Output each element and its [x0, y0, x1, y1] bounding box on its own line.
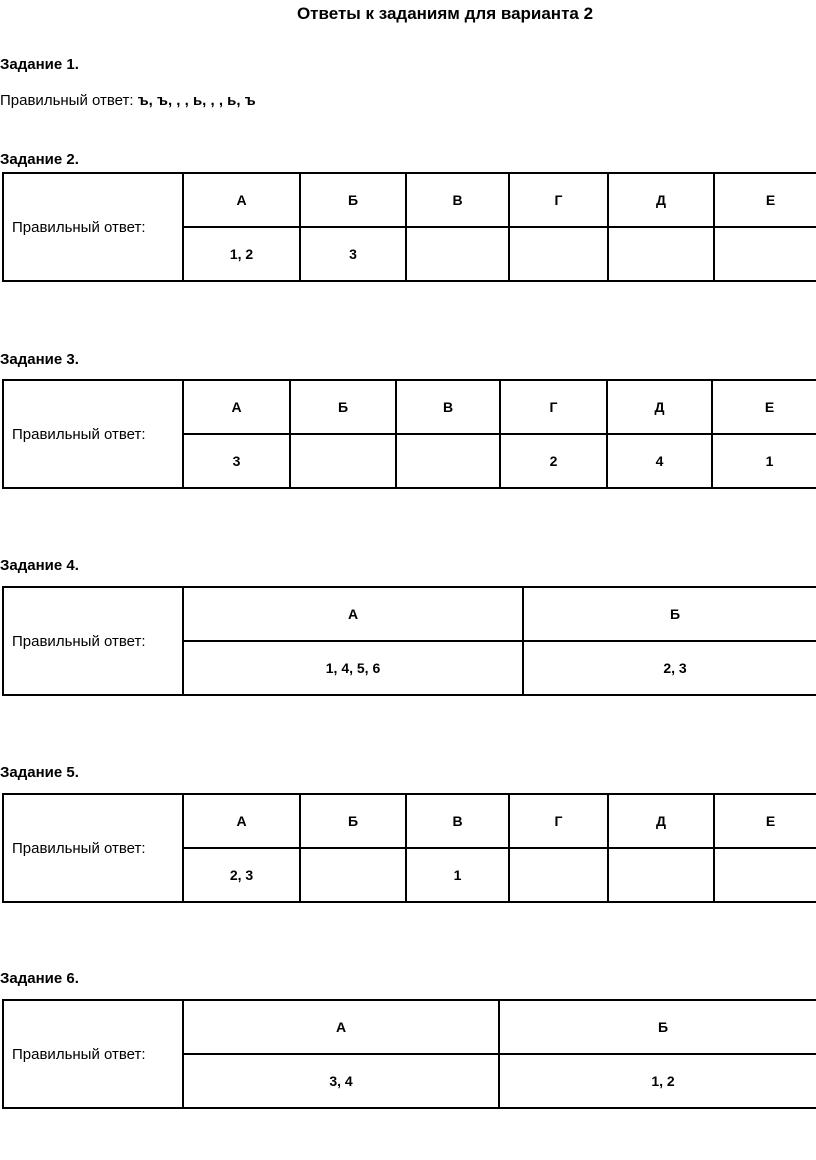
table-header-cell: Б [523, 587, 816, 641]
table-header-cell: Б [300, 794, 406, 848]
table-value-cell [290, 434, 396, 488]
task5-answer-table [2, 793, 816, 903]
task5-label: Правильный ответ: [3, 794, 183, 902]
table-header-cell: Д [607, 380, 712, 434]
table-row [3, 1000, 816, 1054]
task6-answer-table [2, 999, 816, 1109]
table-value-cell [509, 848, 608, 902]
table-header-cell: А [183, 587, 523, 641]
table-value-cell: 2 [500, 434, 607, 488]
table-value-cell: 2, 3 [523, 641, 816, 695]
task2-label: Правильный ответ: [3, 173, 183, 281]
task4-answer-table [2, 586, 816, 696]
table-value-cell [608, 848, 714, 902]
table-value-cell [714, 848, 816, 902]
task2-answer-table [2, 172, 816, 282]
table-value-cell [300, 848, 406, 902]
task3-heading: Задание 3. [0, 351, 79, 368]
table-value-cell [396, 434, 500, 488]
table-value-cell: 1 [406, 848, 509, 902]
table-header-cell: Е [712, 380, 816, 434]
task3-answer-table [2, 379, 816, 489]
task4-label: Правильный ответ: [3, 587, 183, 695]
table-value-cell: 4 [607, 434, 712, 488]
table-row [3, 794, 816, 848]
task1-answer-value: ъ, ъ, , , ь, , , ь, ъ [137, 92, 256, 109]
table-header-cell: А [183, 1000, 499, 1054]
table-row [3, 380, 816, 434]
table-header-cell: Г [509, 794, 608, 848]
table-value-cell [714, 227, 816, 281]
table-value-cell: 3 [183, 434, 290, 488]
table-header-cell: А [183, 380, 290, 434]
table-row [3, 173, 816, 227]
task6-label: Правильный ответ: [3, 1000, 183, 1108]
table-value-cell [406, 227, 509, 281]
page-title: Ответы к заданиям для варианта 2 [296, 4, 594, 23]
task2-heading: Задание 2. [0, 151, 79, 168]
table-header-cell: Д [608, 173, 714, 227]
table-row [3, 587, 816, 641]
table-header-cell: Б [300, 173, 406, 227]
table-header-cell: Д [608, 794, 714, 848]
table-header-cell: Г [500, 380, 607, 434]
table-header-cell: В [406, 173, 509, 227]
table-value-cell: 1, 2 [499, 1054, 816, 1108]
table-header-cell: А [183, 173, 300, 227]
table-value-cell: 3 [300, 227, 406, 281]
table-value-cell: 2, 3 [183, 848, 300, 902]
table-value-cell [608, 227, 714, 281]
table-value-cell: 1, 4, 5, 6 [183, 641, 523, 695]
task6-heading: Задание 6. [0, 970, 79, 987]
task1-answer-label: Правильный ответ: [0, 92, 138, 109]
table-header-cell: Е [714, 173, 816, 227]
table-header-cell: Б [290, 380, 396, 434]
task1-heading: Задание 1. [0, 56, 79, 73]
task5-heading: Задание 5. [0, 764, 79, 781]
table-header-cell: В [406, 794, 509, 848]
table-header-cell: А [183, 794, 300, 848]
table-header-cell: Г [509, 173, 608, 227]
table-value-cell: 1 [712, 434, 816, 488]
task4-heading: Задание 4. [0, 557, 79, 574]
table-header-cell: Е [714, 794, 816, 848]
task1-answer [0, 92, 256, 110]
task3-label: Правильный ответ: [3, 380, 183, 488]
table-header-cell: Б [499, 1000, 816, 1054]
table-value-cell [509, 227, 608, 281]
table-value-cell: 1, 2 [183, 227, 300, 281]
table-header-cell: В [396, 380, 500, 434]
table-value-cell: 3, 4 [183, 1054, 499, 1108]
